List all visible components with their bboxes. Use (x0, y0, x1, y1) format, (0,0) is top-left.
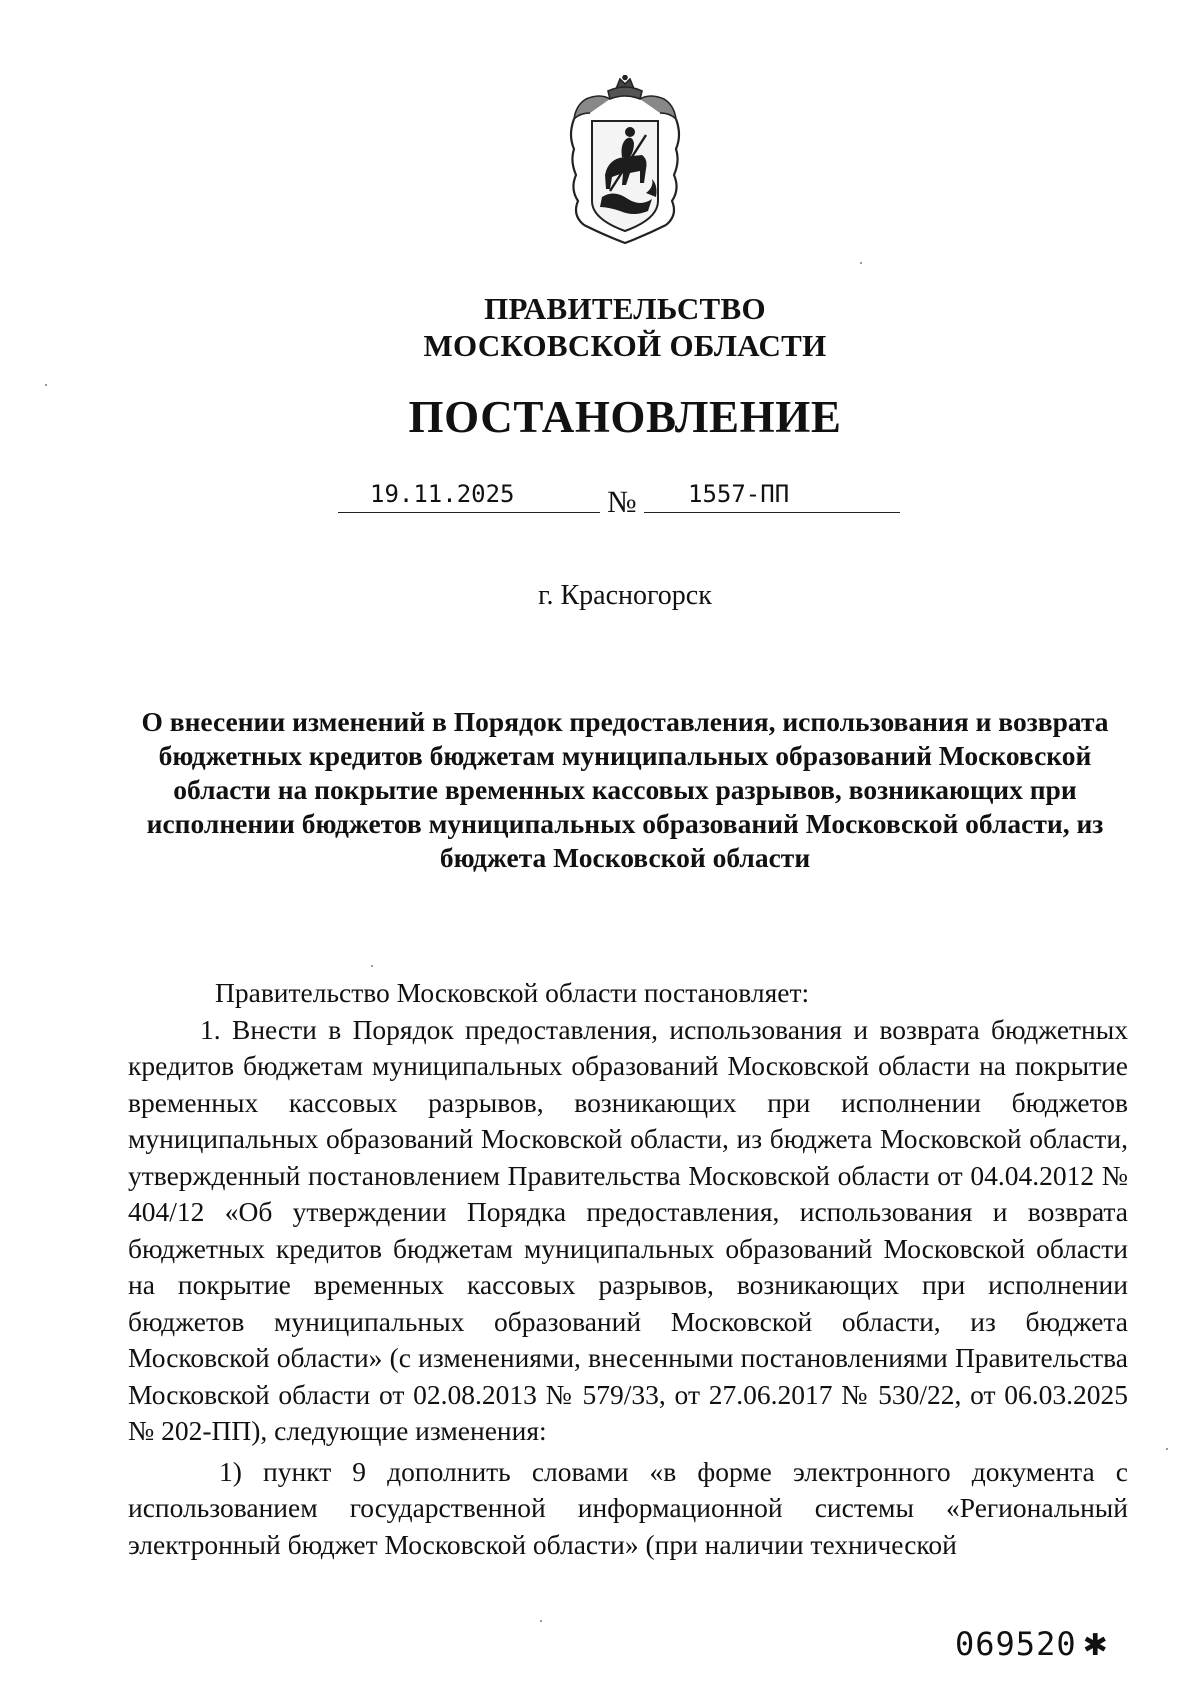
scan-speck (371, 965, 373, 967)
date-field (338, 478, 600, 513)
scan-speck (45, 384, 47, 386)
document-type-title: ПОСТАНОВЛЕНИЕ (408, 392, 842, 442)
moscow-oblast-coat-of-arms-icon (560, 75, 690, 245)
subitem-1-paragraph: 1) пункт 9 дополнить словами «в форме электронного документа с использованием государственной информационной системы «Региональный электронный бюджет Московской области» (при наличии технической (128, 1455, 1128, 1560)
item-1-paragraph: 1. Внести в Порядок предоставления, использования и возврата бюджетных кредитов бюджетам муниципальных образований Московской области на покрытие временных кассовых разрывов, возникающих при исполнении бюджетов муниципальных образований Московской области, из бюджета Московской области, утвержденный постановлением Правительства Московской области от 04.04.2012 № 404/12 «Об утверждении Порядка предоставления, использования и возврата бюджетных кредитов бюджетам муниципальных образований Московской области на покрытие временных кассовых разрывов, возникающих при исполнении бюджетов муниципальных образований Московской области, из бюджета Московской области» (с изменениями, внесенными постановлениями Правительства Московской области от 02.08.2013 № 579/33, от 27.06.2017 № 530/22, от 06.03.2025 № 202-ПП), следующие изменения: (128, 1013, 1128, 1446)
number-field (644, 478, 900, 513)
registration-star-mark: ✱ (1082, 1628, 1109, 1663)
registration-number-value: 069520 (955, 1625, 1077, 1663)
number-sign: № (607, 484, 637, 519)
scan-speck (1166, 1448, 1168, 1450)
document-body (128, 975, 1128, 1563)
government-title-line2: МОСКОВСКОЙ ОБЛАСТИ (423, 328, 827, 363)
document-number: 1557-ПП (688, 480, 790, 508)
preamble-paragraph: Правительство Московской области постановляет: (215, 977, 810, 1008)
document-date: 19.11.2025 (370, 480, 515, 508)
document-subject-heading: О внесении изменений в Порядок предоставления, использования и возврата бюджетных кредитов бюджетам муниципальных образований Московской области на покрытие временных кассовых разрывов, возникающих при исполнении бюджетов муниципальных образований Московской области, из бюджета Московской области (141, 706, 1109, 873)
government-title-line1: ПРАВИТЕЛЬСТВО (484, 291, 766, 326)
scan-speck (860, 262, 862, 264)
scan-speck (540, 1620, 542, 1622)
registration-number (955, 1625, 1109, 1663)
city-label: г. Красногорск (538, 580, 712, 611)
